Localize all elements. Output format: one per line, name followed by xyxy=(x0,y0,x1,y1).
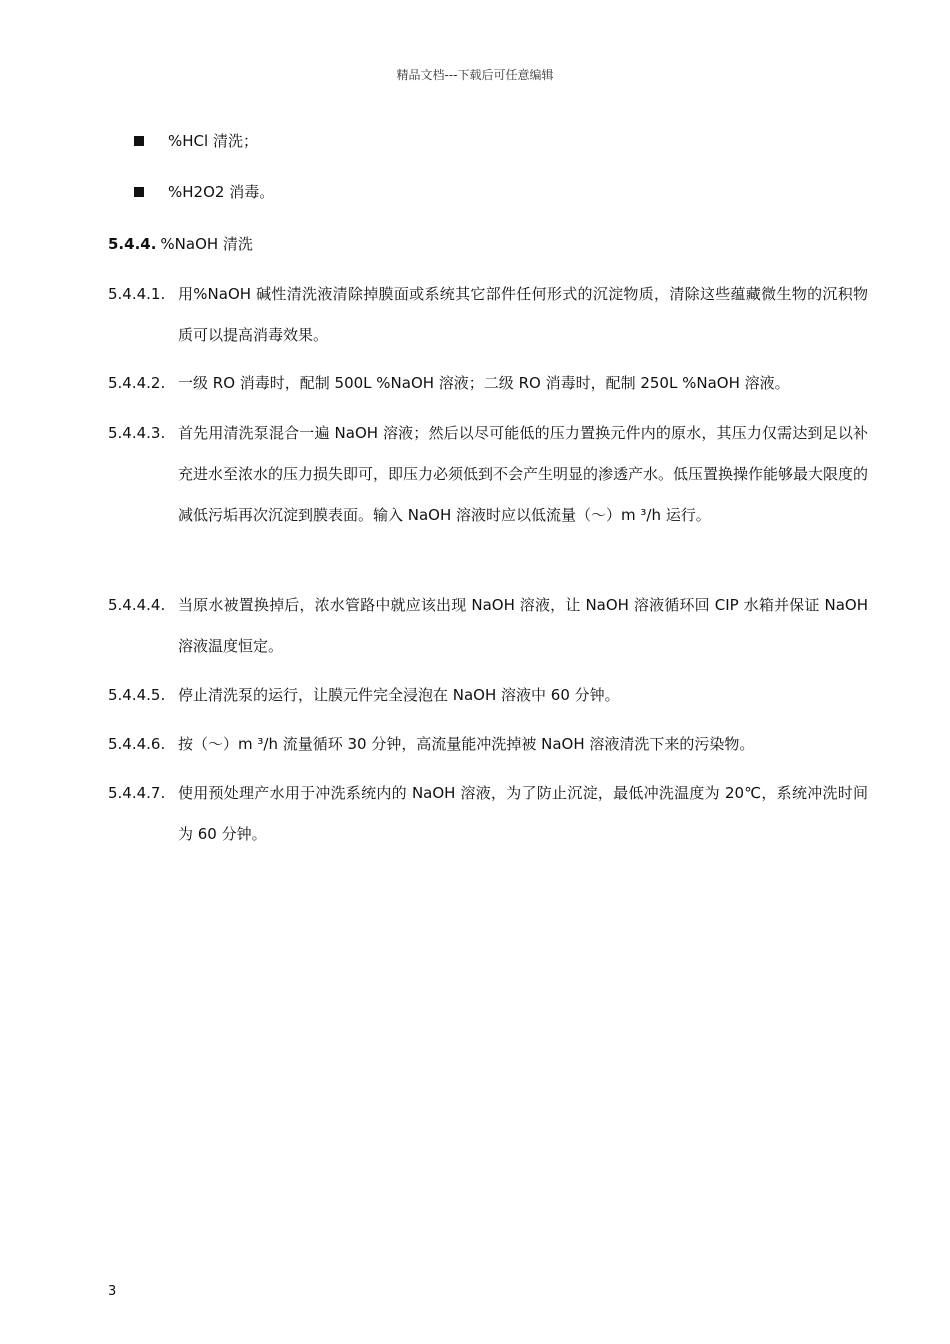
list-item xyxy=(108,413,868,536)
item-number: 5.4.4.4. xyxy=(108,596,166,614)
item-number: 5.4.4.3. xyxy=(108,424,166,442)
item-number: 5.4.4.7. xyxy=(108,784,166,802)
item-text: 停止清洗泵的运行，让膜元件完全浸泡在 NaOH 溶液中 60 分钟。 xyxy=(178,686,620,704)
bullet-text: %H2O2 消毒。 xyxy=(168,183,275,201)
item-text: 当原水被置换掉后，浓水管路中就应该出现 NaOH 溶液，让 NaOH 溶液循环回 CIP 水箱并保证 NaOH 溶液温度恒定。 xyxy=(178,596,868,655)
item-text: 按（～）m ³/h 流量循环 30 分钟，高流量能冲洗掉被 NaOH 溶液清洗下来的污染物。 xyxy=(178,735,755,753)
item-text: 使用预处理产水用于冲洗系统内的 NaOH 溶液，为了防止沉淀，最低冲洗温度为 20℃，系统冲洗时间为 60 分钟。 xyxy=(178,784,868,843)
bullet-item-h2o2 xyxy=(134,182,274,202)
item-number: 5.4.4.6. xyxy=(108,735,166,753)
item-text: 用%NaOH 碱性清洗液清除掉膜面或系统其它部件任何形式的沉淀物质，清除这些蕴藏微生物的沉积物质可以提高消毒效果。 xyxy=(178,285,868,344)
item-number: 5.4.4.5. xyxy=(108,686,166,704)
list-item xyxy=(108,773,868,855)
list-item xyxy=(108,274,868,356)
list-item xyxy=(108,585,868,667)
page-header: 精品文档---下载后可任意编辑 xyxy=(396,68,554,82)
page-number: 3 xyxy=(108,1284,117,1299)
section-title: %NaOH 清洗 xyxy=(160,235,253,253)
item-number: 5.4.4.2. xyxy=(108,374,166,392)
item-text: 一级 RO 消毒时，配制 500L %NaOH 溶液；二级 RO 消毒时，配制 250L %NaOH 溶液。 xyxy=(178,374,790,392)
list-item xyxy=(108,675,868,716)
item-number: 5.4.4.1. xyxy=(108,285,166,303)
list-item xyxy=(108,724,868,765)
bullet-text: %HCl 清洗； xyxy=(168,132,258,150)
item-text: 首先用清洗泵混合一遍 NaOH 溶液；然后以尽可能低的压力置换元件内的原水，其压力仅需达到足以补充进水至浓水的压力损失即可，即压力必须低到不会产生明显的渗透产水。低压置换操作能够最大限度的减低污垢再次沉淀到膜表面。输入 NaOH 溶液时应以低流量（～）m ³/h 运行。 xyxy=(178,424,869,524)
section-heading xyxy=(108,234,253,254)
bullet-square-icon xyxy=(134,136,144,146)
section-number: 5.4.4. xyxy=(108,235,157,253)
bullet-square-icon xyxy=(134,187,144,197)
bullet-item-hcl xyxy=(134,131,258,151)
list-item xyxy=(108,363,868,404)
